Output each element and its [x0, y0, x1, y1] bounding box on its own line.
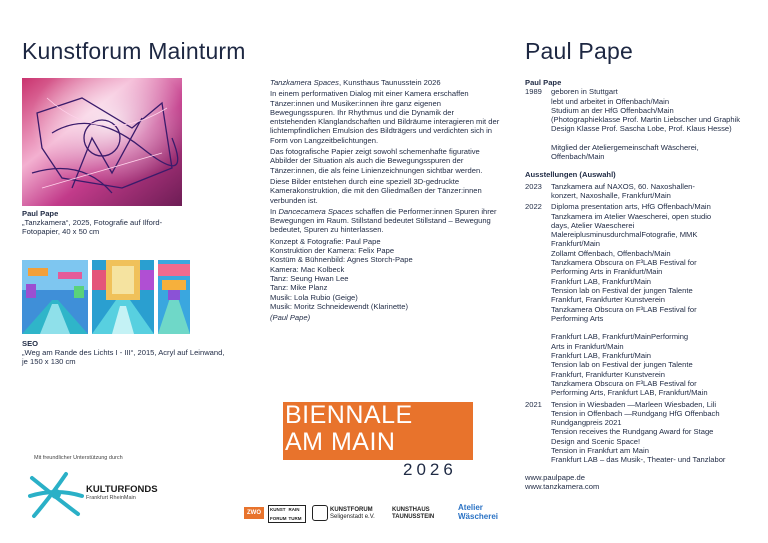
- exhibition-entry: [551, 202, 747, 397]
- exhibition-year: 2022: [525, 202, 542, 212]
- paragraph-4-text: schaffen die Performer:innen Spuren ihrer Bewegungen im Raum. Stillstand bedeutet Stillstand – Bewegung bedeutet, Spuren zu hinterlassen.: [270, 206, 497, 235]
- exhibition-line: Tanzkamera Obscura on F³LAB Festival for: [551, 258, 697, 268]
- paragraph-1: In einem performativen Dialog mit einer Kamera erschaffen Tänzer:innen und Musiker:innen ihre ganz eigenen Bewegungsspuren. Ihr Rhythmus und die Dynamik der entstehenden Klanglandschaften und Bildräume interagieren mit der lichtempfindlichen Emulsion des Bildträgers und verdichten sich in Form von Langzeitbelichtungen.: [270, 89, 500, 145]
- kunst-rain-logo: [268, 505, 306, 523]
- artist-name: Paul Pape: [525, 78, 562, 87]
- credit-line: Tanz: Mike Planz: [270, 283, 328, 293]
- seo-painting-2: [92, 260, 154, 334]
- exhibition-line: Performing Arts: [551, 313, 604, 323]
- biennale-line2: AM MAIN: [285, 428, 396, 456]
- bio-line: (Photographieklasse Prof. Martin Liebscher und Graphik Design Klasse Prof. Sascha Lobe, Prof. Klaus Hesse): [551, 115, 741, 134]
- exhibition-line: Frankfurt LAB, Frankfurt/Main: [551, 351, 652, 361]
- exhibition-line: Performing Arts in Frankfurt/Main: [551, 267, 663, 277]
- exhibition-line: Performing Arts, Frankfurt LAB, Frankfurt/Main: [551, 388, 708, 398]
- exhibition-line: MalereiplusminusdurchmalFotografie, MMK: [551, 230, 698, 240]
- exhibition-line: Tension in Offenbach —Rundgang HfG Offenbach: [551, 408, 720, 418]
- credit-line: Kostüm & Bühnenbild: Agnes Storch-Pape: [270, 255, 413, 265]
- seligenstadt-sub: Seligenstadt e.V.: [330, 514, 375, 520]
- exhibition-line: Frankfurt LAB, Frankfurt/Main: [551, 276, 652, 286]
- exhibition-line: Frankfurt LAB, Frankfurt/MainPerforming: [551, 332, 689, 342]
- taunusstein-line2: TAUNUSSTEIN: [392, 514, 435, 520]
- artwork2-artist: SEO: [22, 339, 39, 348]
- paragraph-3: Diese Bilder entstehen durch eine speziell 3D-gedruckte Kamerakonstruktion, die mit den Gliedmaßen der Tänzer:innen verbunden ist.: [270, 176, 482, 205]
- paragraph-4-title: Dancecamera Spaces: [278, 206, 354, 216]
- exhibition-line: Tanzkamera Obscura on F³LAB Festival for: [551, 378, 697, 388]
- bio-line: geboren in Stuttgart: [551, 87, 618, 97]
- exhibition-line: Tension in Frankfurt am Main: [551, 445, 649, 455]
- exhibition-line: Diploma presentation arts, HfG Offenbach/Main: [551, 202, 711, 212]
- seligenstadt-icon: [312, 505, 328, 521]
- exhibition-entry: [551, 182, 747, 201]
- exhibition-line: Frankfurt LAB – das Musik-, Theater- und Tanzlabor: [551, 455, 726, 465]
- website-link[interactable]: www.paulpape.de: [525, 472, 585, 482]
- support-text: Mit freundlicher Unterstützung durch: [34, 455, 123, 461]
- artwork1-artist: Paul Pape: [22, 209, 59, 218]
- author-signature: (Paul Pape): [270, 313, 311, 323]
- website-link[interactable]: www.tanzkamera.com: [525, 481, 600, 491]
- exhibition-line: Frankfurt, Frankfurter Kunstverein: [551, 369, 665, 379]
- artwork1-caption: „Tanzkamera“, 2025, Fotografie auf Ilford-Fotopapier, 40 x 50 cm: [22, 218, 163, 237]
- kulturfonds-name: KULTURFONDS: [86, 484, 158, 495]
- biennale-logo: [283, 402, 473, 460]
- exhibition-entry: [551, 400, 747, 465]
- bio-line: lebt und arbeitet in Offenbach/Main: [551, 96, 670, 106]
- atelier-line2: Wäscherei: [458, 512, 499, 521]
- credit-line: Tanz: Seung Hwan Lee: [270, 273, 349, 283]
- left-page-title: Kunstforum Mainturm: [22, 38, 246, 64]
- exhibition-line: Tension receives the Rundgang Award for Stage: [551, 427, 714, 437]
- exhibition-line: Tension lab on Festival der jungen Talente: [551, 360, 693, 370]
- logo-word: TURM: [288, 515, 302, 521]
- biennale-year: 2026: [403, 460, 457, 479]
- exhibition-line: Frankfurt/Main: [551, 239, 600, 249]
- exhibition-line: konzert, Naxoshalle, Frankfurt/Main: [551, 190, 671, 200]
- bio-year: 1989: [525, 87, 542, 97]
- exhibition-line: Tanzkamera auf NAXOS, 60. Naxoshallen-: [551, 181, 695, 191]
- biennale-line1: BIENNALE: [285, 401, 413, 429]
- exhibition-line: Tension in Wiesbaden —Marleen Wiesbaden, Lili: [551, 399, 717, 409]
- project-title: Tanzkamera Spaces: [270, 78, 339, 87]
- exhibitions-heading: Ausstellungen (Auswahl): [525, 170, 616, 180]
- taunusstein-line1: KUNSTHAUS: [392, 507, 430, 513]
- middle-text-column: [270, 78, 502, 322]
- credit-line: Musik: Moritz Schneidewendt (Klarinette): [270, 301, 409, 311]
- exhibition-year: 2023: [525, 181, 542, 191]
- exhibition-line: Arts in Frankfurt/Main: [551, 341, 624, 351]
- exhibition-line: Tension lab on Festival der jungen Talente: [551, 285, 693, 295]
- logo-word: RAIN: [288, 507, 300, 512]
- exhibition-line: days, Atelier Waescherei: [551, 220, 635, 230]
- seo-painting-1: [22, 260, 88, 334]
- artwork2-caption: „Weg am Rande des Lichts I - III“, 2015, Acryl auf Leinwand, je 150 x 130 cm: [22, 348, 225, 367]
- exhibition-line: [551, 323, 747, 332]
- paragraph-2: Das fotografische Papier zeigt sowohl schemenhafte figurative Abbilder der Situation als auch die Bewegungsspuren der Tänzer:innen, die als feine Linienzeichnungen sichtbar werden.: [270, 147, 483, 175]
- paragraph-4-prefix: In: [270, 206, 279, 216]
- exhibition-line: Rundgangpreis 2021: [551, 418, 622, 428]
- exhibition-line: Zollamt Offenbach, Offenbach/Main: [551, 248, 671, 258]
- project-venue: , Kunsthaus Taunusstein 2026: [338, 78, 441, 87]
- seo-painting-3: [158, 260, 190, 334]
- right-page-title: Paul Pape: [525, 38, 633, 64]
- bio-line: Studium an der HfG Offenbach/Main: [551, 105, 674, 115]
- seligenstadt-name: KUNSTFORUM: [330, 507, 373, 513]
- right-text-column: [525, 78, 747, 491]
- kulturfonds-sub: Frankfurt RheinMain: [86, 495, 136, 501]
- zwo-logo: ZWO: [244, 507, 264, 519]
- logo-word: KUNST: [270, 507, 286, 512]
- credit-line: Konstruktion der Kamera: Felix Pape: [270, 246, 395, 256]
- bio-line: Mitglied der Ateliergemeinschaft Wäscherei, Offenbach/Main: [551, 142, 699, 162]
- atelier-line1: Atelier: [458, 503, 483, 512]
- credit-line: Kamera: Mac Kolbeck: [270, 264, 345, 274]
- exhibition-year: 2021: [525, 399, 542, 409]
- credit-line: Musik: Lola Rubio (Geige): [270, 292, 358, 302]
- exhibition-line: Tanzkamera im Atelier Waescherei, open studio: [551, 211, 712, 221]
- logo-word: FORUM: [270, 515, 287, 521]
- exhibition-line: Design and Scenic Space!: [551, 436, 641, 446]
- exhibition-line: Tanzkamera Obscura on F³LAB Festival for: [551, 304, 697, 314]
- exhibition-line: Frankfurt, Frankfurter Kunstverein: [551, 295, 665, 305]
- tanzkamera-photo: [22, 78, 182, 206]
- credit-line: Konzept & Fotografie: Paul Pape: [270, 236, 381, 246]
- kulturfonds-logo: [26, 466, 86, 524]
